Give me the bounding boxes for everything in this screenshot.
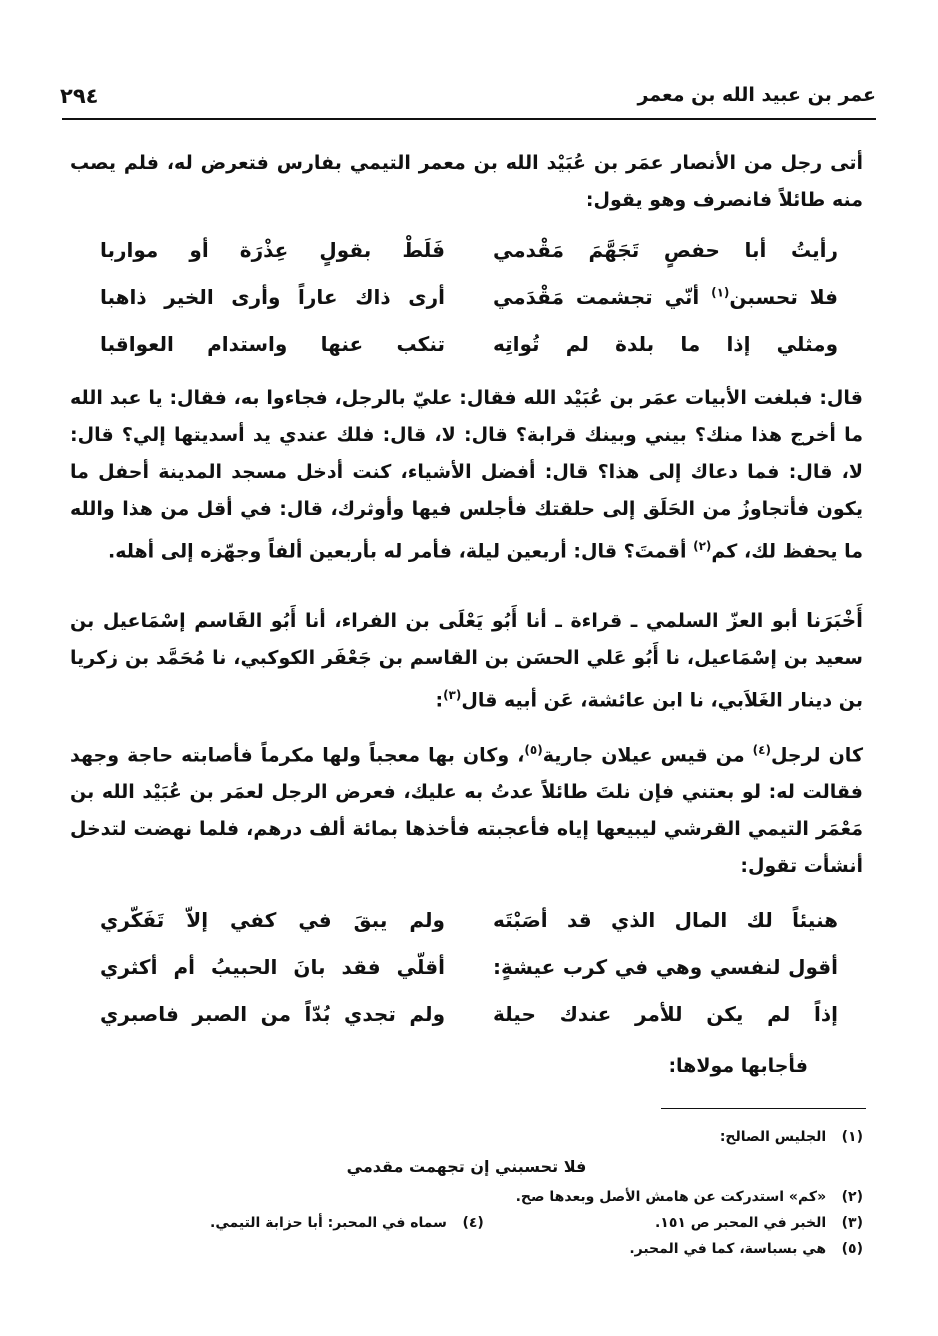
footnotes [70, 1124, 863, 1262]
paragraph-text: ، وكان بها معجباً ولها مكرماً فأصابته حاجة وجهد فقالت له: لو بعتني فإن نلتَ طائلاً عدتُ به عليك، فعرض الرجل لعمَر بن عُبَيْد الله بن مَعْمَر التيمي القرشي ليبيعها إياه فأعجبته فأخذها بمائة ألف درهم، فلما نهضت لتدخل أنشأت تقول: [70, 744, 863, 878]
verse-block-1 [70, 238, 838, 379]
paragraph-2 [70, 380, 863, 570]
verse-text: فلا تحسبن [729, 285, 839, 309]
footnote-ref: (٤) [752, 743, 771, 757]
footnote-text: الخبر في المحبر ص ١٥١. [654, 1215, 827, 1231]
footnote-2 [70, 1184, 863, 1210]
verse-line [70, 238, 838, 285]
footnote-1-verse: فلا تحسبني إن تجهمت مقدمي [346, 1157, 587, 1176]
verse-hemistich-right: إذاً لم يكن للأمر عندك حيلة [493, 1002, 838, 1026]
footnote-4 [210, 1210, 484, 1236]
verse-hemistich-left: ولم تجدي بُدّاً من الصبر فاصبري [100, 1002, 445, 1026]
footnote-1 [70, 1124, 863, 1150]
footnote-number: (٤) [462, 1215, 484, 1231]
footnote-text: هي بسباسة، كما في المحبر. [629, 1241, 827, 1257]
paragraph-1: أتى رجل من الأنصار عمَر بن عُبَيْد الله بن معمر التيمي بفارس فتعرض له، فلم يصب منه طائلاً فانصرف وهو يقول: [70, 152, 863, 211]
verse-hemistich-right: أقول لنفسي وهي في كرب عيشةٍ: [493, 955, 838, 979]
paragraph-text: كان لرجل [770, 744, 863, 767]
verse-hemistich-right: ومثلي إذا ما بلدة لم تُواتِه [493, 332, 838, 356]
footnote-text: سماه في المحبر: أبا حزابة التيمي. [210, 1215, 447, 1231]
footnote-number: (٢) [841, 1189, 863, 1205]
footnote-text: الجليس الصالح: [719, 1129, 827, 1145]
paragraph-text: أبو العزّ السلمي ـ قراءة ـ أنا أَبُو يَعْلَى بن الفراء، أنا أَبُو القَاسم إسْمَاعيل بن سعيد بن إسْمَاعيل، نا أَبُو عَلي الحسَن بن القاسم بن جَعْفَر الكوكبي، نا مُحَمَّد بن زكريا بن دينار الغَلاَبي، نا ابن عائشة، عَن أبيه قال [70, 610, 863, 712]
footnote-ref: (٢) [693, 539, 712, 553]
verse-hemistich-right: هنيئاً لك المال الذي قد أصَبْتَه [493, 908, 838, 932]
verse-hemistich-right: رأيتُ أبا حفصٍ تَجَهَّمَ مَقْدمي [493, 238, 838, 262]
paragraph-4 [70, 732, 863, 885]
paragraph-text: قال: فبلغت الأبيات عمَر بن عُبَيْد الله فقال: عليّ بالرجل، فجاءوا به، فقال: يا عبد الله ما أخرج هذا منك؟ بيني وبينك قرابة؟ قال: لا، قال: فلك عندي يد أسديتها إلي؟ قال: لا، قال: فما دعاك إلى هذا؟ قال: أفضل الأشياء، كنت أدخل مسجد المدينة أحفل ما يكون فأتجاوزُ من الحَلَق إلى حلقتك فأجلس فيها وأوثرك، قال: في أقل من هذا والله ما يحفظ لك، كم [70, 387, 863, 563]
page-number: ٢٩٤ [60, 84, 99, 108]
footnote-number: (٥) [841, 1241, 863, 1257]
verse-hemistich-right [493, 285, 838, 309]
verse-hemistich-left: ولم يبقَ في كفي إلاّ تَفَكّري [100, 908, 445, 932]
verse-line [70, 285, 838, 332]
footnote-text: «كم» استدركت عن هامش الأصل وبعدها صح. [515, 1189, 827, 1205]
verse-block-2 [70, 908, 838, 1049]
footnote-ref: (١) [711, 285, 730, 300]
paragraph-text: من قيس عيلان جارية [542, 744, 753, 767]
isnad-keyword: أَخْبَرَنا [806, 608, 863, 632]
verse-hemistich-left: أقلّي فقد بانَ الحبيبُ أم أكثري [100, 955, 445, 979]
header-title: عمر بن عبيد الله بن معمر [637, 84, 876, 106]
footnote-number: (٣) [841, 1215, 863, 1231]
paragraph-text: : [435, 689, 444, 712]
running-header [60, 78, 876, 118]
verse-text: أنّي تجشمت مَقْدَمي [493, 285, 712, 309]
footnote-3-4-line [70, 1210, 863, 1236]
verse-line [70, 908, 838, 955]
footnote-number: (١) [841, 1129, 863, 1145]
verse-hemistich-left: فَلَطْ بقولٍ عِذْرَة أو مواربا [100, 238, 445, 262]
footnote-ref: (٥) [524, 743, 543, 757]
footnote-rule [661, 1108, 866, 1109]
footnote-ref: (٣) [443, 688, 462, 702]
verse-line [70, 955, 838, 1002]
footnote-5 [70, 1236, 863, 1262]
header-rule [62, 118, 876, 120]
verse-hemistich-left: تنكب عنها واستدام العواقبا [100, 332, 445, 356]
verse-line [70, 332, 838, 379]
paragraph-5: فأجابها مولاها: [668, 1055, 808, 1077]
verse-hemistich-left: أرى ذاك عاراً وأرى الخير ذاهبا [100, 285, 445, 309]
paragraph-text: أقمتَ؟ قال: أربعين ليلة، فأمر له بأربعين ألفاً وجهّزه إلى أهله. [107, 540, 694, 563]
paragraph-3 [70, 602, 863, 719]
verse-line [70, 1002, 838, 1049]
